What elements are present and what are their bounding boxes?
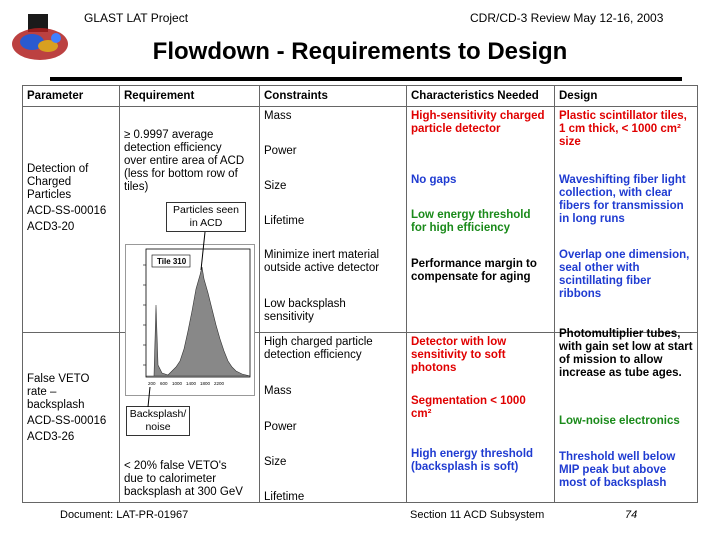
constraint-size: Size: [264, 180, 287, 192]
row2-constraints: [260, 333, 407, 503]
req-line: tiles): [124, 181, 149, 193]
design-scintillator: Plastic scintillator tiles, 1 cm thick, < 1000 cm² size: [559, 110, 687, 148]
constraint-backsplash: Low backsplash sensitivity: [264, 298, 346, 323]
design-threshold: Threshold well below MIP peak but above most of backsplash: [559, 451, 676, 489]
char-low-sensitivity: Detector with low sensitivity to soft photons: [411, 336, 507, 374]
table-row: [23, 107, 698, 333]
req-line: < 20% false VETO's: [124, 460, 227, 472]
table-row: [23, 333, 698, 503]
svg-text:1800: 1800: [200, 381, 211, 386]
flowdown-table: [22, 85, 698, 503]
constraint-mass: Mass: [264, 385, 292, 397]
col-header-constraints: Constraints: [260, 86, 407, 107]
constraint-detection-efficiency: High charged particle detection efficiency: [264, 336, 373, 361]
param-id: ACD3-20: [27, 221, 75, 233]
project-name: GLAST LAT Project: [84, 11, 189, 25]
param-id: ACD-SS-00016: [27, 415, 107, 427]
param-line: False VETO: [27, 373, 90, 385]
svg-text:2200: 2200: [214, 381, 225, 386]
constraint-lifetime: Lifetime: [264, 491, 305, 503]
constraint-size: Size: [264, 456, 287, 468]
constraint-inert-material: Minimize inert material outside active detector: [264, 249, 380, 274]
review-label: CDR/CD-3 Review May 12-16, 2003: [470, 11, 664, 25]
req-line: ≥ 0.9997 average: [124, 129, 214, 141]
row1-parameter: [23, 107, 120, 333]
svg-text:1400: 1400: [186, 381, 197, 386]
page-number: 74: [625, 509, 638, 521]
param-id: ACD-SS-00016: [27, 205, 107, 217]
design-pmt: Photomultiplier tubes, with gain set low at start of mission to allow increase as tube ages.: [559, 328, 693, 379]
svg-text:200: 200: [148, 381, 156, 386]
req-line: detection efficiency: [124, 142, 222, 154]
req-line: due to calorimeter: [124, 473, 217, 485]
callout-particles: Particles seen in ACD: [166, 202, 246, 232]
svg-text:600: 600: [160, 381, 168, 386]
char-high-threshold: High energy threshold (backsplash is soft): [411, 448, 534, 473]
constraint-lifetime: Lifetime: [264, 215, 305, 227]
row1-characteristics: [407, 107, 555, 333]
char-no-gaps: No gaps: [411, 174, 457, 186]
req-line: over entire area of ACD: [124, 155, 245, 167]
param-line: rate –: [27, 386, 57, 398]
footer-section: Section 11 ACD Subsystem: [410, 509, 545, 521]
row1-constraints: [260, 107, 407, 333]
constraint-power: Power: [264, 145, 297, 157]
callout-backsplash-pointer: [138, 385, 158, 409]
req-line: (less for bottom row of: [124, 168, 238, 180]
svg-text:1000: 1000: [172, 381, 183, 386]
param-line: Particles: [27, 189, 72, 201]
row2-parameter: [23, 333, 120, 503]
col-header-requirement: Requirement: [120, 86, 260, 107]
title-rule: [50, 77, 682, 81]
char-performance-margin: Performance margin to compensate for aging: [411, 258, 537, 283]
col-header-characteristics: Characteristics Needed: [407, 86, 555, 107]
design-overlap: Overlap one dimension, seal other with scintillating fiber ribbons: [559, 249, 690, 300]
constraint-power: Power: [264, 421, 297, 433]
req-line: backsplash at 300 GeV: [124, 486, 243, 498]
param-line: backsplash: [27, 399, 85, 411]
col-header-design: Design: [555, 86, 698, 107]
callout-backsplash: Backsplash/ noise: [126, 406, 190, 436]
param-id: ACD3-26: [27, 431, 75, 443]
footer-document: Document: LAT-PR-01967: [60, 509, 189, 521]
param-line: Detection of: [27, 163, 89, 175]
callout-particles-pointer: [195, 232, 215, 272]
char-segmentation: Segmentation < 1000 cm²: [411, 395, 526, 420]
design-low-noise: Low-noise electronics: [559, 415, 680, 427]
char-low-threshold: Low energy threshold for high efficiency: [411, 209, 531, 234]
row2-characteristics: [407, 333, 555, 503]
row2-design: [555, 333, 698, 503]
table-header-row: [23, 86, 698, 107]
row1-design: [555, 107, 698, 379]
tile-label: Tile 310: [157, 257, 187, 266]
col-header-parameter: Parameter: [23, 86, 120, 107]
param-line: Charged: [27, 176, 72, 188]
constraint-mass: Mass: [264, 110, 292, 122]
slide-title: Flowdown - Requirements to Design: [152, 38, 568, 65]
tile-histogram: [125, 244, 255, 396]
design-waveshifting: Waveshifting fiber light collection, with clear fibers for transmission in long runs: [559, 174, 686, 225]
char-high-sensitivity: High-sensitivity charged particle detector: [411, 110, 545, 135]
